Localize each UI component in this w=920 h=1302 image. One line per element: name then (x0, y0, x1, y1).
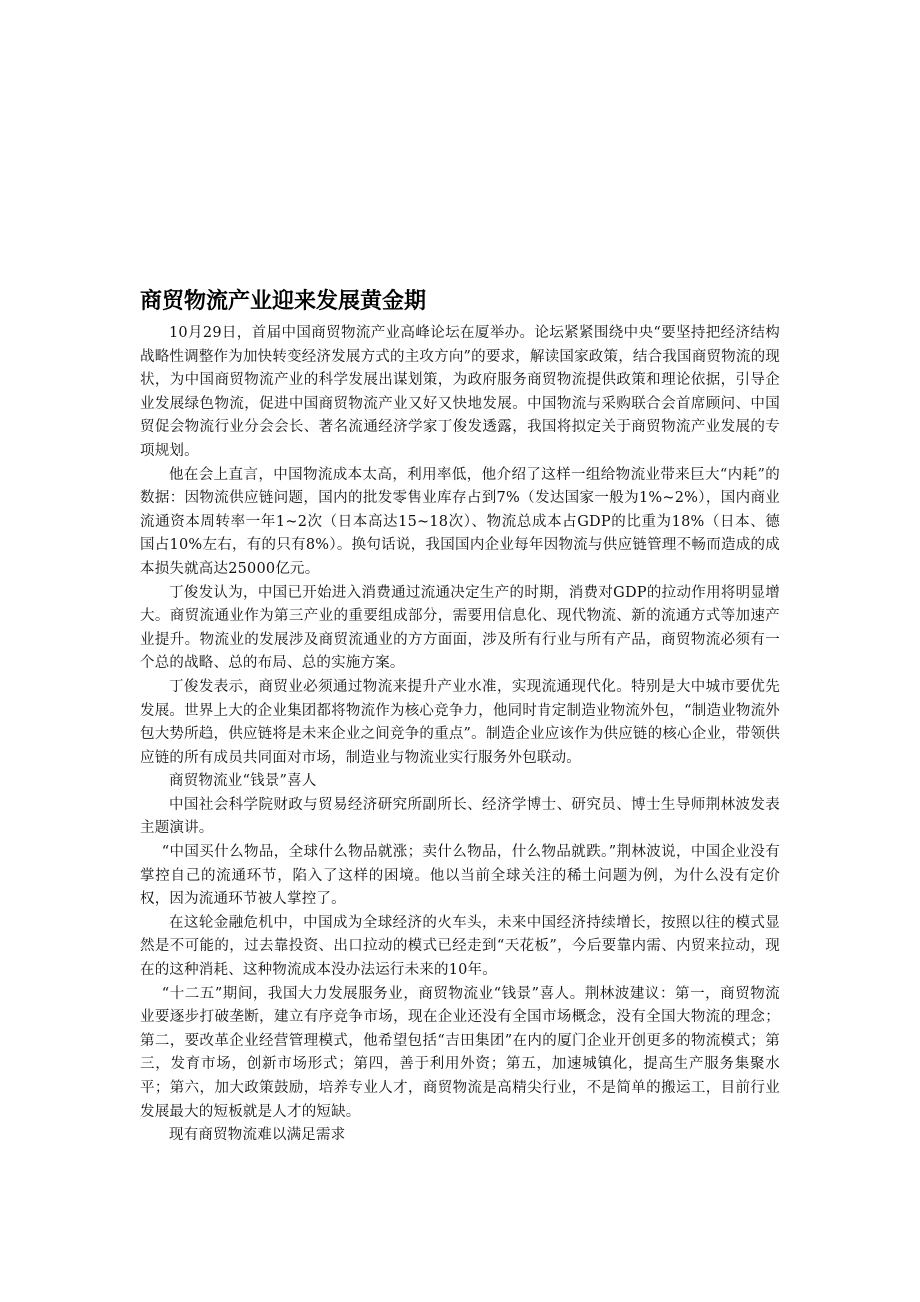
article-body (140, 322, 780, 1148)
paragraph: 10月29日，首届中国商贸物流产业高峰论坛在厦举办。论坛紧紧围绕中央“要坚持把经济结构战略性调整作为加快转变经济发展方式的主攻方向”的要求，解读国家政策，结合我国商贸物流的现状，为中国商贸物流产业的科学发展出谋划策，为政府服务商贸物流提供政策和理论依据，引导企业发展绿色物流，促进中国商贸物流产业又好又快地发展。中国物流与采购联合会首席顾问、中国贸促会物流行业分会会长、著名流通经济学家丁俊发透露，我国将拟定关于商贸物流产业发展的专项规划。 (140, 325, 780, 459)
section-heading: 商贸物流业“钱景”喜人 (169, 773, 317, 790)
paragraph: 中国社会科学院财政与贸易经济研究所副所长、经济学博士、研究员、博士生导师荆林波发表主题演讲。 (140, 796, 780, 837)
paragraph: 丁俊发表示，商贸业必须通过物流来提升产业水准，实现流通现代化。特别是大中城市要优先发展。世界上大的企业集团都将物流作为核心竞争力，他同时肯定制造业物流外包，“制造业物流外包大势所趋，供应链将是未来企业之间竞争的重点”。制造企业应该作为供应链的核心企业，带领供应链的所有成员共同面对市场，制造业与物流业实行服务外包联动。 (140, 678, 780, 766)
section-heading: 现有商贸物流难以满足需求 (169, 1127, 346, 1144)
paragraph: “中国买什么物品，全球什么物品就涨；卖什么物品，什么物品就跌。”荆林波说，中国企业没有掌控自己的流通环节，陷入了这样的困境。他以当前全球关注的稀土问题为例，为什么没有定价权，因为流通环节被人掌控了。 (140, 844, 780, 908)
paragraph: 他在会上直言，中国物流成本太高，利用率低，他介绍了这样一组给物流业带来巨大“内耗”的数据：因物流供应链问题，国内的批发零售业库存占到7%（发达国家一般为1%~2%），国内商业流通资本周转率一年1~2次（日本高达15~18次）、物流总成本占GDP的比重为18%（日本、德国占10%左右，有的只有8%）。换句话说，我国国内企业每年因物流与供应链管理不畅而造成的成本损失就高达25000亿元。 (140, 466, 780, 577)
paragraph: 在这轮金融危机中，中国成为全球经济的火车头，未来中国经济持续增长，按照以往的模式显然是不可能的，过去靠投资、出口拉动的模式已经走到“天花板”，今后要靠内需、内贸来拉动，现在的这种消耗、这种物流成本没办法运行未来的10年。 (140, 914, 780, 979)
paragraph: “十二五”期间，我国大力发展服务业，商贸物流业“钱景”喜人。荆林波建议：第一，商贸物流业要逐步打破垄断，建立有序竞争市场，现在企业还没有全国市场概念，没有全国大物流的理念；第二，要改革企业经营管理模式，他希望包括“吉田集团”在内的厦门企业开创更多的物流模式；第三，发育市场，创新市场形式；第四，善于利用外资；第五，加速城镇化，提高生产服务集聚水平；第六，加大政策鼓励，培养专业人才，商贸物流是高精尖行业，不是简单的搬运工，目前行业发展最大的短板就是人才的短缺。 (140, 985, 780, 1120)
document-title: 商贸物流产业迎来发展黄金期 (140, 289, 427, 314)
paragraph: 丁俊发认为，中国已开始进入消费通过流通决定生产的时期，消费对GDP的拉动作用将明显增大。商贸流通业作为第三产业的重要组成部分，需要用信息化、现代物流、新的流通方式等加速产业提升。物流业的发展涉及商贸流通业的方方面面，涉及所有行业与所有产品，商贸物流必须有一个总的战略、总的布局、总的实施方案。 (140, 584, 780, 672)
